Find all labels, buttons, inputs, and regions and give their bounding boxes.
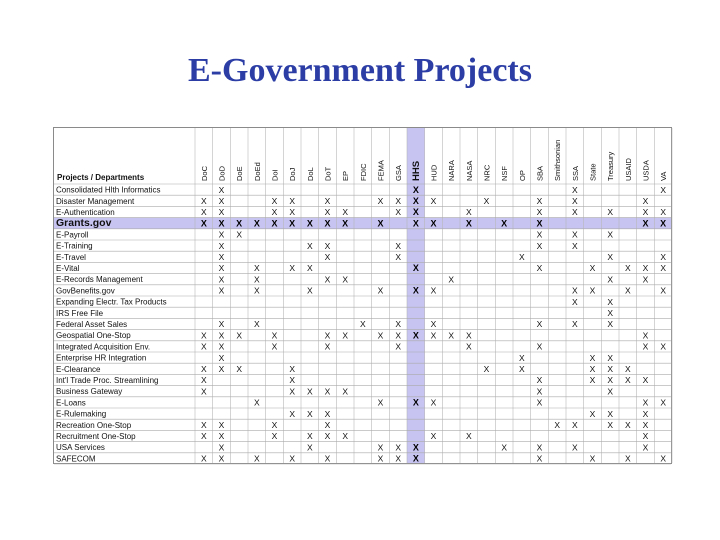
participation-mark: X xyxy=(412,285,419,296)
participation-mark: X xyxy=(642,330,649,341)
participation-mark: X xyxy=(412,330,419,341)
participation-mark: X xyxy=(660,207,667,218)
project-label: Business Gateway xyxy=(56,387,123,397)
participation-mark: X xyxy=(624,364,631,374)
project-label: Expanding Electr. Tax Products xyxy=(56,297,167,307)
participation-mark: X xyxy=(536,207,543,218)
participation-mark: X xyxy=(342,330,349,341)
participation-mark: X xyxy=(218,229,225,240)
department-header-fema: FEMA xyxy=(376,160,386,181)
slide-title: E-Government Projects xyxy=(188,52,532,89)
participation-mark: X xyxy=(218,263,225,274)
department-header-nara: NARA xyxy=(447,160,457,181)
participation-mark: X xyxy=(607,352,614,363)
participation-mark: X xyxy=(377,442,384,453)
department-header-doi: DoI xyxy=(270,169,280,181)
participation-mark: X xyxy=(660,453,667,464)
project-label: Integrated Acquisition Env. xyxy=(56,342,151,352)
project-label: Int'l Trade Proc. Streamlining xyxy=(56,376,159,385)
participation-mark: X xyxy=(607,386,614,397)
department-header-ssa: SSA xyxy=(570,165,580,181)
participation-mark: X xyxy=(536,263,543,274)
participation-mark: X xyxy=(395,442,402,453)
participation-mark: X xyxy=(571,296,578,307)
participation-mark: X xyxy=(430,431,437,442)
participation-mark: X xyxy=(536,196,543,206)
participation-mark: X xyxy=(536,442,543,453)
department-header-doed: DoEd xyxy=(252,162,262,181)
participation-mark: X xyxy=(200,375,207,386)
participation-mark: X xyxy=(253,453,260,464)
participation-mark: X xyxy=(412,453,419,464)
participation-mark: X xyxy=(536,240,543,251)
participation-mark: X xyxy=(589,453,596,464)
participation-mark: X xyxy=(536,453,543,464)
participation-mark: X xyxy=(377,196,384,206)
participation-mark: X xyxy=(589,352,596,363)
participation-mark: X xyxy=(324,240,331,251)
participation-mark: X xyxy=(554,420,561,430)
participation-mark: X xyxy=(571,240,578,251)
project-label: Recruitment One-Stop xyxy=(56,432,136,441)
project-label: SAFECOM xyxy=(56,454,96,464)
participation-mark: X xyxy=(342,274,349,285)
participation-mark: X xyxy=(607,408,614,419)
department-header-doc: DoC xyxy=(199,165,209,181)
participation-mark: X xyxy=(395,207,402,218)
participation-mark: X xyxy=(200,364,207,374)
participation-mark: X xyxy=(642,397,649,408)
department-header-doe: DoE xyxy=(235,166,245,181)
participation-mark: X xyxy=(218,431,225,442)
participation-mark: X xyxy=(200,330,207,341)
participation-mark: X xyxy=(218,184,225,195)
participation-mark: X xyxy=(448,274,455,285)
participation-mark: X xyxy=(607,274,614,285)
project-label: Grants.gov xyxy=(56,217,112,230)
participation-mark: X xyxy=(324,420,331,430)
participation-mark: X xyxy=(430,397,437,408)
participation-mark: X xyxy=(324,386,331,397)
department-header-gsa: GSA xyxy=(394,165,404,181)
participation-mark: X xyxy=(200,453,207,464)
participation-mark: X xyxy=(218,274,225,285)
participation-mark: X xyxy=(218,420,225,430)
participation-mark: X xyxy=(589,375,596,386)
project-label: E-Travel xyxy=(56,252,86,262)
participation-mark: X xyxy=(607,319,614,330)
participation-mark: X xyxy=(271,420,278,430)
participation-mark: X xyxy=(571,184,578,195)
participation-mark: X xyxy=(395,341,402,352)
participation-mark: X xyxy=(430,196,437,206)
participation-mark: X xyxy=(218,252,225,262)
participation-mark: X xyxy=(289,364,296,374)
department-header-ep: EP xyxy=(341,170,351,181)
participation-mark: X xyxy=(607,364,614,374)
participation-mark: X xyxy=(395,319,402,330)
participation-mark: X xyxy=(536,375,543,386)
participation-mark: X xyxy=(218,207,225,218)
participation-mark: X xyxy=(607,375,614,386)
participation-mark: X xyxy=(607,207,614,218)
participation-mark: X xyxy=(324,408,331,419)
participation-mark: X xyxy=(624,263,631,274)
participation-mark: X xyxy=(571,420,578,430)
participation-mark: X xyxy=(236,330,243,341)
participation-mark: X xyxy=(589,285,596,296)
participation-mark: X xyxy=(518,252,525,262)
project-label: USA Services xyxy=(56,443,105,453)
participation-mark: X xyxy=(571,285,578,296)
department-header-state: State xyxy=(588,163,598,181)
participation-mark: X xyxy=(200,420,207,430)
participation-mark: X xyxy=(324,341,331,352)
highlight-row-grants xyxy=(54,218,671,229)
participation-mark: X xyxy=(218,196,225,206)
project-label: Disaster Management xyxy=(56,196,135,206)
department-header-usda: USDA xyxy=(641,160,651,181)
participation-mark: X xyxy=(218,453,225,464)
department-header-sba: SBA xyxy=(535,165,545,181)
participation-mark: X xyxy=(271,196,278,206)
participation-mark: X xyxy=(412,207,419,218)
participation-mark: X xyxy=(465,341,472,352)
participation-mark: X xyxy=(253,263,260,274)
participation-mark: X xyxy=(236,218,243,229)
participation-mark: X xyxy=(571,442,578,453)
department-header-dod: DoD xyxy=(217,165,227,181)
participation-mark: X xyxy=(289,207,296,218)
participation-mark: X xyxy=(395,453,402,464)
project-label: E-Authentication xyxy=(56,208,115,217)
participation-mark: X xyxy=(306,408,313,419)
participation-mark: X xyxy=(324,252,331,262)
participation-mark: X xyxy=(253,397,260,408)
participation-mark: X xyxy=(660,263,667,274)
project-label: E-Vital xyxy=(56,264,80,273)
participation-mark: X xyxy=(200,431,207,442)
participation-mark: X xyxy=(377,218,384,229)
participation-mark: X xyxy=(306,285,313,296)
participation-mark: X xyxy=(448,330,455,341)
participation-mark: X xyxy=(571,196,578,206)
participation-mark: X xyxy=(218,285,225,296)
participation-mark: X xyxy=(289,375,296,386)
participation-mark: X xyxy=(412,218,419,229)
department-header-va: VA xyxy=(659,171,669,181)
participation-mark: X xyxy=(218,330,225,341)
project-label: Federal Asset Sales xyxy=(56,320,128,329)
project-label: IRS Free File xyxy=(56,308,104,318)
participation-mark: X xyxy=(200,386,207,397)
participation-mark: X xyxy=(200,196,207,206)
project-label: Geospatial One-Stop xyxy=(56,331,131,341)
participation-mark: X xyxy=(377,453,384,464)
participation-mark: X xyxy=(518,352,525,363)
participation-mark: X xyxy=(571,229,578,240)
participation-mark: X xyxy=(271,330,278,341)
participation-mark: X xyxy=(642,196,649,206)
participation-mark: X xyxy=(253,285,260,296)
participation-mark: X xyxy=(483,364,490,374)
participation-mark: X xyxy=(571,319,578,330)
participation-mark: X xyxy=(271,218,278,229)
department-header-doj: DoJ xyxy=(288,167,298,181)
participation-mark: X xyxy=(218,319,225,330)
participation-mark: X xyxy=(660,341,667,352)
participation-mark: X xyxy=(465,207,472,218)
participation-mark: X xyxy=(642,274,649,285)
participation-mark: X xyxy=(342,386,349,397)
participation-mark: X xyxy=(642,408,649,419)
department-header-usaid: USAID xyxy=(623,158,633,181)
department-header-op: OP xyxy=(517,170,527,181)
participation-mark: X xyxy=(236,229,243,240)
project-label: Recreation One-Stop xyxy=(56,420,132,430)
participation-mark: X xyxy=(589,364,596,374)
participation-mark: X xyxy=(306,263,313,274)
participation-mark: X xyxy=(289,386,296,397)
participation-mark: X xyxy=(607,229,614,240)
participation-mark: X xyxy=(624,285,631,296)
project-label: GovBenefits.gov xyxy=(56,286,115,296)
project-label: E-Clearance xyxy=(56,364,101,374)
participation-mark: X xyxy=(324,453,331,464)
participation-mark: X xyxy=(306,386,313,397)
corner-label: Projects / Departments xyxy=(57,173,145,182)
participation-mark: X xyxy=(660,285,667,296)
participation-mark: X xyxy=(200,207,207,218)
participation-mark: X xyxy=(536,229,543,240)
project-label: E-Loans xyxy=(56,398,86,408)
participation-mark: X xyxy=(377,330,384,341)
participation-mark: X xyxy=(483,196,490,206)
department-header-dot: DoT xyxy=(323,166,333,181)
participation-mark: X xyxy=(395,240,402,251)
participation-mark: X xyxy=(624,453,631,464)
participation-mark: X xyxy=(430,319,437,330)
department-header-hhs: HHS xyxy=(410,160,422,181)
participation-mark: X xyxy=(642,263,649,274)
participation-mark: X xyxy=(306,240,313,251)
participation-mark: X xyxy=(642,442,649,453)
department-header-nsf: NSF xyxy=(500,166,510,181)
participation-mark: X xyxy=(589,408,596,419)
participation-mark: X xyxy=(289,408,296,419)
project-label: Consolidated Hlth Informatics xyxy=(56,185,161,195)
participation-mark: X xyxy=(412,184,419,195)
participation-mark: X xyxy=(660,252,667,262)
participation-mark: X xyxy=(412,442,419,453)
participation-mark: X xyxy=(200,341,207,352)
department-header-smithsonian: Smithsonian xyxy=(553,139,563,181)
participation-mark: X xyxy=(395,252,402,262)
participation-mark: X xyxy=(306,218,313,229)
participation-mark: X xyxy=(306,431,313,442)
participation-mark: X xyxy=(324,431,331,442)
participation-mark: X xyxy=(324,274,331,285)
participation-mark: X xyxy=(324,218,331,229)
project-label: E-Training xyxy=(56,241,93,251)
participation-mark: X xyxy=(660,184,667,195)
participation-mark: X xyxy=(271,431,278,442)
participation-mark: X xyxy=(200,218,207,229)
participation-mark: X xyxy=(218,442,225,453)
participation-mark: X xyxy=(589,263,596,274)
participation-mark: X xyxy=(642,375,649,386)
participation-mark: X xyxy=(289,196,296,206)
participation-mark: X xyxy=(253,218,260,229)
participation-mark: X xyxy=(342,431,349,442)
project-label: Enterprise HR Integration xyxy=(56,353,147,363)
participation-mark: X xyxy=(607,308,614,318)
participation-mark: X xyxy=(642,207,649,218)
participation-mark: X xyxy=(624,375,631,386)
participation-mark: X xyxy=(607,252,614,262)
participation-mark: X xyxy=(324,330,331,341)
participation-mark: X xyxy=(465,330,472,341)
participation-mark: X xyxy=(430,285,437,296)
participation-mark: X xyxy=(536,319,543,330)
participation-mark: X xyxy=(465,218,472,229)
participation-mark: X xyxy=(218,364,225,374)
participation-mark: X xyxy=(642,420,649,430)
participation-mark: X xyxy=(571,207,578,218)
participation-mark: X xyxy=(518,364,525,374)
participation-mark: X xyxy=(607,296,614,307)
participation-mark: X xyxy=(324,207,331,218)
participation-mark: X xyxy=(395,330,402,341)
participation-mark: X xyxy=(395,196,402,206)
participation-mark: X xyxy=(642,431,649,442)
department-header-hud: HUD xyxy=(429,164,439,181)
participation-mark: X xyxy=(306,442,313,453)
project-label: E-Rulemaking xyxy=(56,409,107,419)
participation-mark: X xyxy=(430,218,437,229)
participation-mark: X xyxy=(377,285,384,296)
participation-mark: X xyxy=(430,330,437,341)
participation-mark: X xyxy=(412,196,419,206)
participation-mark: X xyxy=(501,218,508,229)
department-header-fdic: FDIC xyxy=(358,163,368,181)
participation-mark: X xyxy=(660,397,667,408)
participation-mark: X xyxy=(536,341,543,352)
participation-mark: X xyxy=(236,364,243,374)
participation-mark: X xyxy=(642,341,649,352)
project-label: E-Records Management xyxy=(56,275,143,285)
participation-mark: X xyxy=(218,341,225,352)
project-label: E-Payroll xyxy=(56,230,89,240)
participation-mark: X xyxy=(289,263,296,274)
participation-mark: X xyxy=(465,431,472,442)
participation-mark: X xyxy=(253,274,260,285)
department-header-dol: DoL xyxy=(305,167,315,181)
participation-mark: X xyxy=(412,397,419,408)
participation-mark: X xyxy=(342,207,349,218)
department-header-nasa: NASA xyxy=(464,160,474,181)
participation-mark: X xyxy=(660,218,667,229)
participation-mark: X xyxy=(536,397,543,408)
participation-mark: X xyxy=(218,240,225,251)
participation-mark: X xyxy=(342,218,349,229)
participation-mark: X xyxy=(218,218,225,229)
participation-mark: X xyxy=(359,319,366,330)
participation-mark: X xyxy=(642,218,649,229)
participation-mark: X xyxy=(624,420,631,430)
participation-mark: X xyxy=(412,263,419,274)
participation-mark: X xyxy=(271,207,278,218)
participation-mark: X xyxy=(377,397,384,408)
participation-mark: X xyxy=(289,218,296,229)
participation-mark: X xyxy=(536,218,543,229)
participation-mark: X xyxy=(289,453,296,464)
participation-mark: X xyxy=(271,341,278,352)
participation-mark: X xyxy=(324,196,331,206)
participation-mark: X xyxy=(501,442,508,453)
participation-mark: X xyxy=(218,352,225,363)
department-header-treasury: Treasury xyxy=(606,151,616,181)
participation-mark: X xyxy=(607,420,614,430)
department-header-nrc: NRC xyxy=(482,164,492,181)
participation-mark: X xyxy=(536,386,543,397)
participation-mark: X xyxy=(253,319,260,330)
